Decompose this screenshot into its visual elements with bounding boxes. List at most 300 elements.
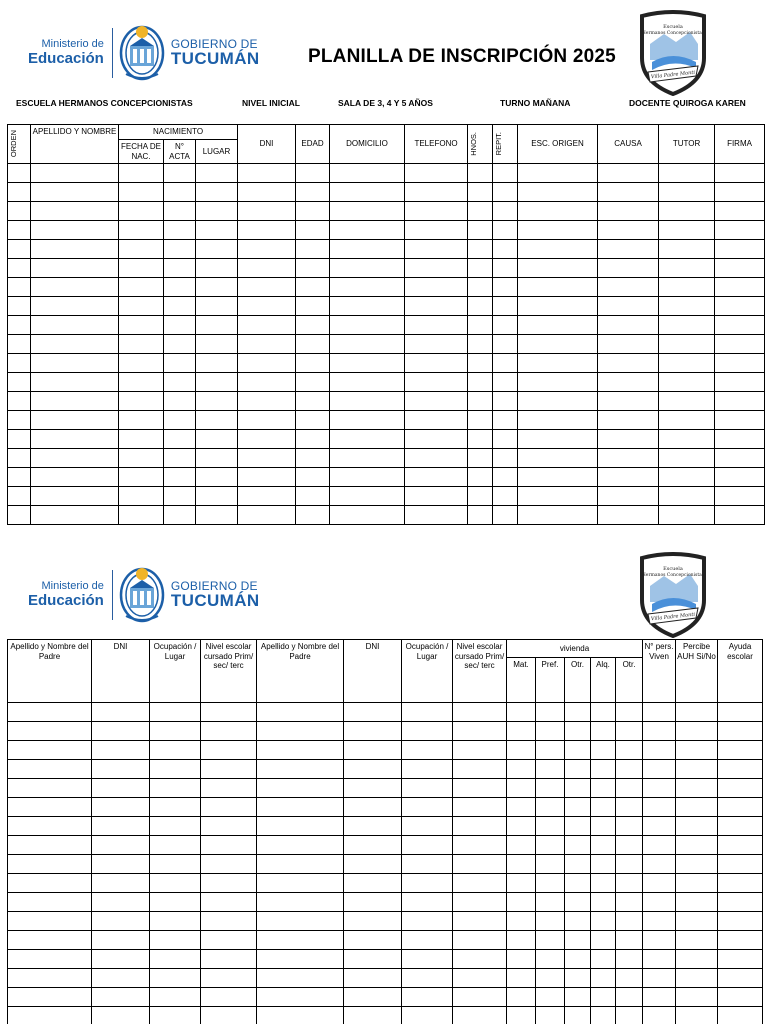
table-cell[interactable]: [8, 164, 31, 183]
table-cell[interactable]: [659, 240, 715, 259]
table-cell[interactable]: [659, 335, 715, 354]
table-cell[interactable]: [405, 506, 468, 525]
table-cell[interactable]: [150, 703, 201, 722]
table-cell[interactable]: [344, 1007, 402, 1024]
table-cell[interactable]: [31, 259, 119, 278]
table-cell[interactable]: [565, 779, 591, 798]
table-cell[interactable]: [119, 335, 164, 354]
table-cell[interactable]: [493, 392, 518, 411]
table-cell[interactable]: [257, 855, 344, 874]
table-cell[interactable]: [296, 240, 330, 259]
table-cell[interactable]: [536, 741, 565, 760]
table-cell[interactable]: [164, 487, 196, 506]
table-cell[interactable]: [507, 969, 536, 988]
table-cell[interactable]: [715, 221, 765, 240]
table-cell[interactable]: [643, 760, 676, 779]
table-cell[interactable]: [330, 240, 405, 259]
table-cell[interactable]: [453, 969, 507, 988]
table-cell[interactable]: [493, 411, 518, 430]
table-cell[interactable]: [565, 817, 591, 836]
table-cell[interactable]: [344, 798, 402, 817]
table-cell[interactable]: [493, 316, 518, 335]
table-cell[interactable]: [201, 703, 257, 722]
table-cell[interactable]: [715, 430, 765, 449]
table-cell[interactable]: [718, 741, 763, 760]
table-cell[interactable]: [330, 183, 405, 202]
table-cell[interactable]: [92, 760, 150, 779]
table-cell[interactable]: [518, 240, 598, 259]
table-cell[interactable]: [507, 931, 536, 950]
table-cell[interactable]: [119, 487, 164, 506]
table-cell[interactable]: [8, 912, 92, 931]
table-cell[interactable]: [196, 259, 238, 278]
table-cell[interactable]: [201, 931, 257, 950]
table-cell[interactable]: [196, 202, 238, 221]
table-cell[interactable]: [536, 988, 565, 1007]
table-cell[interactable]: [536, 836, 565, 855]
table-cell[interactable]: [507, 1007, 536, 1024]
table-cell[interactable]: [493, 202, 518, 221]
table-cell[interactable]: [257, 1007, 344, 1024]
table-cell[interactable]: [518, 468, 598, 487]
table-cell[interactable]: [676, 912, 718, 931]
table-cell[interactable]: [405, 354, 468, 373]
table-cell[interactable]: [518, 183, 598, 202]
table-cell[interactable]: [598, 183, 659, 202]
table-cell[interactable]: [676, 798, 718, 817]
table-cell[interactable]: [31, 183, 119, 202]
table-cell[interactable]: [164, 468, 196, 487]
table-cell[interactable]: [598, 373, 659, 392]
table-cell[interactable]: [507, 798, 536, 817]
table-cell[interactable]: [405, 259, 468, 278]
table-cell[interactable]: [591, 722, 616, 741]
table-cell[interactable]: [31, 430, 119, 449]
table-cell[interactable]: [330, 430, 405, 449]
table-cell[interactable]: [330, 449, 405, 468]
table-cell[interactable]: [493, 506, 518, 525]
table-cell[interactable]: [493, 449, 518, 468]
table-cell[interactable]: [201, 760, 257, 779]
table-cell[interactable]: [330, 259, 405, 278]
table-cell[interactable]: [92, 836, 150, 855]
table-cell[interactable]: [196, 449, 238, 468]
table-cell[interactable]: [150, 817, 201, 836]
table-cell[interactable]: [8, 855, 92, 874]
table-cell[interactable]: [468, 354, 493, 373]
table-cell[interactable]: [565, 741, 591, 760]
table-cell[interactable]: [453, 779, 507, 798]
table-cell[interactable]: [8, 893, 92, 912]
table-cell[interactable]: [119, 183, 164, 202]
table-cell[interactable]: [296, 221, 330, 240]
table-cell[interactable]: [715, 392, 765, 411]
table-cell[interactable]: [150, 969, 201, 988]
table-cell[interactable]: [616, 722, 643, 741]
table-cell[interactable]: [164, 506, 196, 525]
table-cell[interactable]: [92, 1007, 150, 1024]
table-cell[interactable]: [257, 703, 344, 722]
table-cell[interactable]: [8, 722, 92, 741]
table-cell[interactable]: [616, 988, 643, 1007]
table-cell[interactable]: [196, 506, 238, 525]
table-cell[interactable]: [402, 988, 453, 1007]
table-cell[interactable]: [31, 487, 119, 506]
table-cell[interactable]: [92, 741, 150, 760]
table-cell[interactable]: [718, 760, 763, 779]
table-cell[interactable]: [453, 703, 507, 722]
table-cell[interactable]: [119, 411, 164, 430]
table-cell[interactable]: [8, 183, 31, 202]
table-cell[interactable]: [643, 855, 676, 874]
table-cell[interactable]: [330, 411, 405, 430]
table-cell[interactable]: [676, 722, 718, 741]
table-cell[interactable]: [196, 373, 238, 392]
table-cell[interactable]: [676, 969, 718, 988]
table-cell[interactable]: [616, 912, 643, 931]
table-cell[interactable]: [344, 703, 402, 722]
table-cell[interactable]: [8, 411, 31, 430]
table-cell[interactable]: [718, 912, 763, 931]
table-cell[interactable]: [257, 836, 344, 855]
table-cell[interactable]: [453, 741, 507, 760]
table-cell[interactable]: [164, 373, 196, 392]
table-cell[interactable]: [507, 760, 536, 779]
table-cell[interactable]: [238, 354, 296, 373]
table-cell[interactable]: [201, 836, 257, 855]
table-cell[interactable]: [565, 950, 591, 969]
table-cell[interactable]: [8, 240, 31, 259]
table-cell[interactable]: [591, 855, 616, 874]
table-cell[interactable]: [330, 316, 405, 335]
table-cell[interactable]: [405, 164, 468, 183]
table-cell[interactable]: [31, 202, 119, 221]
table-cell[interactable]: [164, 392, 196, 411]
table-cell[interactable]: [344, 760, 402, 779]
table-cell[interactable]: [164, 183, 196, 202]
table-cell[interactable]: [643, 893, 676, 912]
table-cell[interactable]: [8, 487, 31, 506]
table-cell[interactable]: [330, 335, 405, 354]
table-cell[interactable]: [715, 278, 765, 297]
table-cell[interactable]: [536, 798, 565, 817]
table-cell[interactable]: [536, 760, 565, 779]
table-cell[interactable]: [238, 221, 296, 240]
table-cell[interactable]: [468, 411, 493, 430]
table-cell[interactable]: [238, 430, 296, 449]
table-cell[interactable]: [92, 874, 150, 893]
table-cell[interactable]: [402, 1007, 453, 1024]
table-cell[interactable]: [164, 449, 196, 468]
table-cell[interactable]: [493, 240, 518, 259]
table-cell[interactable]: [518, 430, 598, 449]
table-cell[interactable]: [536, 722, 565, 741]
table-cell[interactable]: [119, 240, 164, 259]
table-cell[interactable]: [507, 836, 536, 855]
table-cell[interactable]: [616, 836, 643, 855]
table-cell[interactable]: [8, 297, 31, 316]
table-cell[interactable]: [643, 703, 676, 722]
table-cell[interactable]: [296, 297, 330, 316]
table-cell[interactable]: [598, 259, 659, 278]
table-cell[interactable]: [201, 722, 257, 741]
table-cell[interactable]: [8, 506, 31, 525]
table-cell[interactable]: [164, 164, 196, 183]
table-cell[interactable]: [150, 931, 201, 950]
table-cell[interactable]: [330, 202, 405, 221]
table-cell[interactable]: [616, 779, 643, 798]
table-cell[interactable]: [616, 703, 643, 722]
table-cell[interactable]: [518, 164, 598, 183]
table-cell[interactable]: [119, 373, 164, 392]
table-cell[interactable]: [296, 430, 330, 449]
table-cell[interactable]: [164, 202, 196, 221]
table-cell[interactable]: [659, 221, 715, 240]
table-cell[interactable]: [518, 506, 598, 525]
table-cell[interactable]: [201, 855, 257, 874]
table-cell[interactable]: [405, 240, 468, 259]
table-cell[interactable]: [453, 874, 507, 893]
table-cell[interactable]: [8, 392, 31, 411]
table-cell[interactable]: [119, 316, 164, 335]
table-cell[interactable]: [718, 988, 763, 1007]
table-cell[interactable]: [119, 506, 164, 525]
table-cell[interactable]: [616, 969, 643, 988]
table-cell[interactable]: [718, 798, 763, 817]
table-cell[interactable]: [405, 297, 468, 316]
table-cell[interactable]: [31, 297, 119, 316]
table-cell[interactable]: [119, 164, 164, 183]
table-cell[interactable]: [150, 779, 201, 798]
table-cell[interactable]: [616, 798, 643, 817]
table-cell[interactable]: [565, 760, 591, 779]
table-cell[interactable]: [402, 817, 453, 836]
table-cell[interactable]: [257, 817, 344, 836]
table-cell[interactable]: [402, 931, 453, 950]
table-cell[interactable]: [453, 760, 507, 779]
table-cell[interactable]: [257, 798, 344, 817]
table-cell[interactable]: [718, 836, 763, 855]
table-cell[interactable]: [718, 779, 763, 798]
table-cell[interactable]: [591, 798, 616, 817]
table-cell[interactable]: [616, 855, 643, 874]
table-cell[interactable]: [468, 259, 493, 278]
table-cell[interactable]: [344, 741, 402, 760]
table-cell[interactable]: [8, 278, 31, 297]
table-cell[interactable]: [402, 912, 453, 931]
table-cell[interactable]: [591, 760, 616, 779]
table-cell[interactable]: [196, 354, 238, 373]
table-cell[interactable]: [196, 297, 238, 316]
table-cell[interactable]: [659, 183, 715, 202]
table-cell[interactable]: [507, 722, 536, 741]
table-cell[interactable]: [344, 874, 402, 893]
table-cell[interactable]: [493, 373, 518, 392]
table-cell[interactable]: [150, 1007, 201, 1024]
table-cell[interactable]: [238, 202, 296, 221]
table-cell[interactable]: [330, 297, 405, 316]
table-cell[interactable]: [643, 779, 676, 798]
table-cell[interactable]: [405, 430, 468, 449]
table-cell[interactable]: [8, 468, 31, 487]
table-cell[interactable]: [565, 855, 591, 874]
table-cell[interactable]: [344, 950, 402, 969]
table-cell[interactable]: [659, 259, 715, 278]
table-cell[interactable]: [676, 817, 718, 836]
table-cell[interactable]: [405, 392, 468, 411]
table-cell[interactable]: [257, 760, 344, 779]
table-cell[interactable]: [591, 988, 616, 1007]
table-cell[interactable]: [31, 354, 119, 373]
table-cell[interactable]: [8, 221, 31, 240]
table-cell[interactable]: [296, 259, 330, 278]
table-cell[interactable]: [405, 373, 468, 392]
table-cell[interactable]: [507, 855, 536, 874]
table-cell[interactable]: [676, 950, 718, 969]
table-cell[interactable]: [238, 297, 296, 316]
table-cell[interactable]: [8, 335, 31, 354]
table-cell[interactable]: [507, 779, 536, 798]
table-cell[interactable]: [715, 449, 765, 468]
table-cell[interactable]: [715, 354, 765, 373]
table-cell[interactable]: [92, 817, 150, 836]
table-cell[interactable]: [257, 969, 344, 988]
table-cell[interactable]: [8, 1007, 92, 1024]
table-cell[interactable]: [296, 468, 330, 487]
table-cell[interactable]: [344, 912, 402, 931]
table-cell[interactable]: [31, 468, 119, 487]
table-cell[interactable]: [643, 798, 676, 817]
table-cell[interactable]: [405, 202, 468, 221]
table-cell[interactable]: [676, 988, 718, 1007]
table-cell[interactable]: [518, 411, 598, 430]
table-cell[interactable]: [718, 969, 763, 988]
table-cell[interactable]: [238, 259, 296, 278]
table-cell[interactable]: [344, 893, 402, 912]
table-cell[interactable]: [453, 836, 507, 855]
table-cell[interactable]: [565, 703, 591, 722]
table-cell[interactable]: [493, 183, 518, 202]
table-cell[interactable]: [196, 278, 238, 297]
table-cell[interactable]: [201, 988, 257, 1007]
table-cell[interactable]: [676, 893, 718, 912]
table-cell[interactable]: [296, 449, 330, 468]
table-cell[interactable]: [643, 741, 676, 760]
table-cell[interactable]: [31, 392, 119, 411]
table-cell[interactable]: [238, 449, 296, 468]
table-cell[interactable]: [150, 988, 201, 1007]
table-cell[interactable]: [8, 741, 92, 760]
table-cell[interactable]: [565, 798, 591, 817]
table-cell[interactable]: [201, 798, 257, 817]
table-cell[interactable]: [257, 741, 344, 760]
table-cell[interactable]: [715, 202, 765, 221]
table-cell[interactable]: [8, 988, 92, 1007]
table-cell[interactable]: [715, 297, 765, 316]
table-cell[interactable]: [119, 354, 164, 373]
table-cell[interactable]: [659, 430, 715, 449]
table-cell[interactable]: [330, 164, 405, 183]
table-cell[interactable]: [164, 278, 196, 297]
table-cell[interactable]: [196, 392, 238, 411]
table-cell[interactable]: [453, 1007, 507, 1024]
table-cell[interactable]: [536, 931, 565, 950]
table-cell[interactable]: [201, 817, 257, 836]
table-cell[interactable]: [715, 164, 765, 183]
table-cell[interactable]: [643, 912, 676, 931]
table-cell[interactable]: [591, 950, 616, 969]
table-cell[interactable]: [676, 855, 718, 874]
table-cell[interactable]: [715, 183, 765, 202]
table-cell[interactable]: [536, 855, 565, 874]
table-cell[interactable]: [493, 487, 518, 506]
table-cell[interactable]: [676, 931, 718, 950]
table-cell[interactable]: [468, 297, 493, 316]
table-cell[interactable]: [659, 164, 715, 183]
table-cell[interactable]: [468, 449, 493, 468]
table-cell[interactable]: [565, 931, 591, 950]
table-cell[interactable]: [715, 240, 765, 259]
table-cell[interactable]: [493, 468, 518, 487]
table-cell[interactable]: [402, 760, 453, 779]
table-cell[interactable]: [330, 487, 405, 506]
table-cell[interactable]: [296, 411, 330, 430]
table-cell[interactable]: [616, 760, 643, 779]
table-cell[interactable]: [518, 354, 598, 373]
table-cell[interactable]: [643, 931, 676, 950]
table-cell[interactable]: [344, 855, 402, 874]
table-cell[interactable]: [659, 411, 715, 430]
table-cell[interactable]: [402, 798, 453, 817]
table-cell[interactable]: [92, 722, 150, 741]
table-cell[interactable]: [518, 335, 598, 354]
table-cell[interactable]: [507, 703, 536, 722]
table-cell[interactable]: [493, 335, 518, 354]
table-cell[interactable]: [92, 950, 150, 969]
table-cell[interactable]: [676, 760, 718, 779]
table-cell[interactable]: [536, 817, 565, 836]
table-cell[interactable]: [119, 392, 164, 411]
table-cell[interactable]: [493, 354, 518, 373]
table-cell[interactable]: [659, 278, 715, 297]
table-cell[interactable]: [257, 931, 344, 950]
table-cell[interactable]: [453, 817, 507, 836]
table-cell[interactable]: [196, 430, 238, 449]
table-cell[interactable]: [598, 335, 659, 354]
table-cell[interactable]: [344, 722, 402, 741]
table-cell[interactable]: [196, 221, 238, 240]
table-cell[interactable]: [643, 874, 676, 893]
table-cell[interactable]: [565, 874, 591, 893]
table-cell[interactable]: [468, 392, 493, 411]
table-cell[interactable]: [468, 468, 493, 487]
table-cell[interactable]: [715, 259, 765, 278]
table-cell[interactable]: [598, 430, 659, 449]
table-cell[interactable]: [616, 950, 643, 969]
table-cell[interactable]: [238, 316, 296, 335]
table-cell[interactable]: [715, 506, 765, 525]
table-cell[interactable]: [257, 912, 344, 931]
table-cell[interactable]: [405, 411, 468, 430]
table-cell[interactable]: [405, 335, 468, 354]
table-cell[interactable]: [92, 798, 150, 817]
table-cell[interactable]: [591, 931, 616, 950]
table-cell[interactable]: [493, 164, 518, 183]
table-cell[interactable]: [643, 836, 676, 855]
table-cell[interactable]: [8, 817, 92, 836]
table-cell[interactable]: [196, 183, 238, 202]
table-cell[interactable]: [598, 468, 659, 487]
